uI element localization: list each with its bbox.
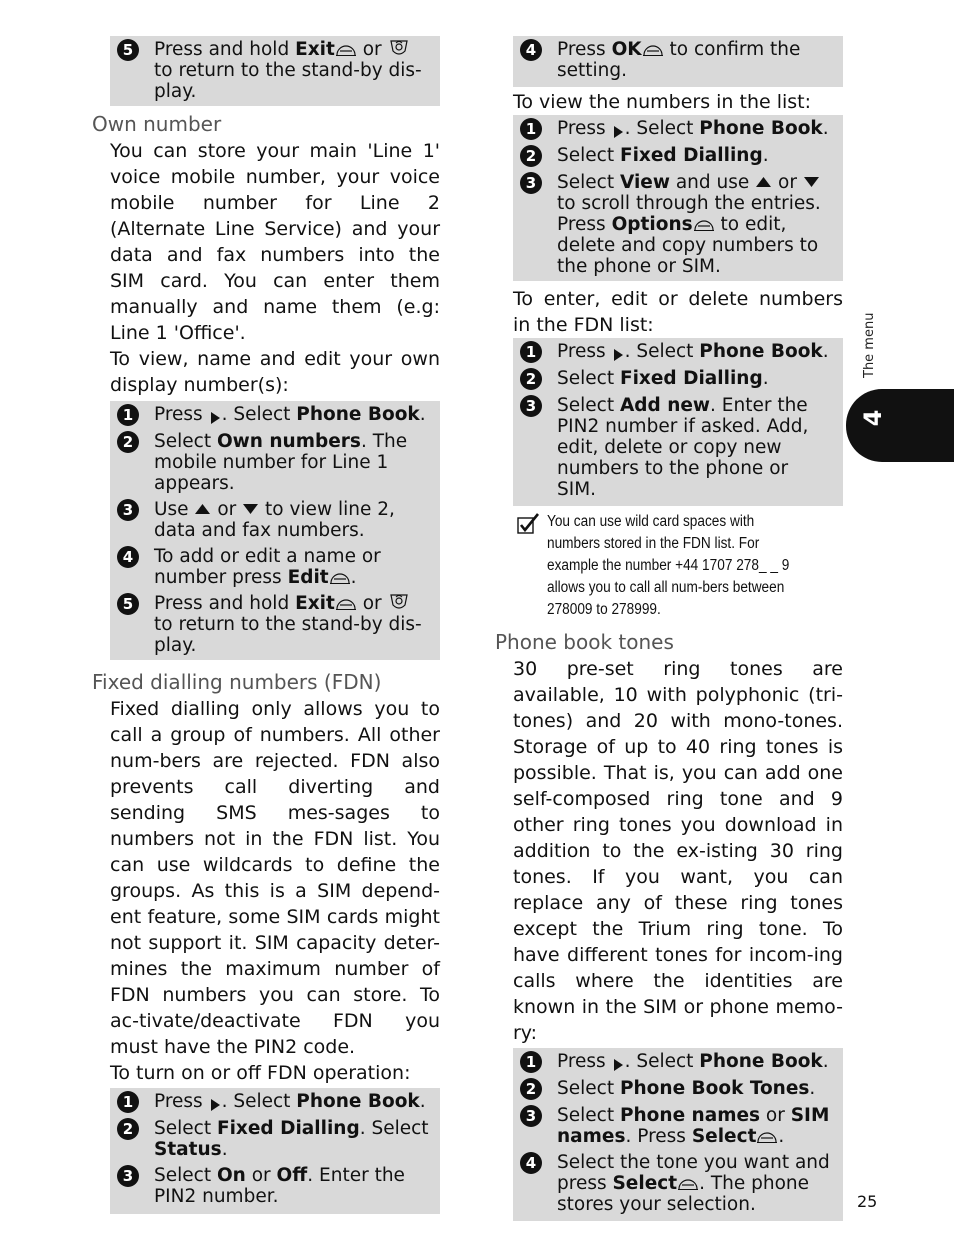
step-text-run: . Select (359, 1118, 429, 1139)
step-text-run: . (419, 1091, 426, 1112)
step-text (154, 546, 430, 588)
instruction-box (513, 338, 843, 506)
step-item (520, 172, 833, 277)
chapter-tab-number: 4 (859, 409, 887, 427)
step-text (557, 1051, 833, 1072)
right-arrow-icon (209, 1091, 222, 1112)
step-text-run: . (822, 1051, 829, 1072)
instruction-box (110, 401, 440, 660)
step-number-icon: 4 (520, 1152, 542, 1174)
note (517, 511, 843, 621)
step-text-run: . (778, 1126, 785, 1147)
right-arrow-icon (612, 341, 625, 362)
step-text-run: Select (557, 172, 620, 193)
step-item (117, 1165, 430, 1207)
right-column (495, 36, 843, 1221)
paragraph-enter-fdn: To enter, edit or delete numbers in the FDN list: (513, 288, 843, 336)
step-number-icon: 5 (117, 39, 139, 61)
step-text (557, 395, 833, 500)
right-arrow-icon (612, 118, 625, 139)
step-keyword: Off (276, 1165, 308, 1186)
step-text-run: . Select (221, 1091, 297, 1112)
step-text-run: . (762, 368, 769, 389)
step-text-run: or (760, 1105, 791, 1126)
step-item (520, 1105, 833, 1147)
step-keyword: OK (611, 39, 642, 60)
step-text-run: . (350, 567, 357, 588)
step-number-icon: 1 (117, 404, 139, 426)
step-text-run: to edit, delete and copy numbers to the phone or SIM. (557, 214, 819, 277)
step-number-icon: 1 (520, 1051, 542, 1073)
step-text-run: Select (557, 368, 620, 389)
step-item (117, 593, 430, 656)
step-text (557, 145, 833, 166)
step-text-run: Press (557, 118, 612, 139)
softkey-icon (329, 567, 351, 588)
paragraph-fdn-toggle: To turn on or off FDN operation: (110, 1062, 411, 1084)
step-number-icon: 3 (117, 499, 139, 521)
step-number-icon: 2 (117, 431, 139, 453)
step-text-run: . Select (624, 341, 700, 362)
instruction-box (110, 36, 440, 106)
softkey-icon (642, 39, 664, 60)
step-keyword: Select (691, 1126, 757, 1147)
step-text-run: . (809, 1078, 816, 1099)
up-arrow-icon (755, 172, 772, 193)
step-text (154, 404, 430, 425)
chapter-label: The menu (862, 312, 877, 378)
step-keyword: Phone Book (699, 341, 823, 362)
step-text (557, 368, 833, 389)
step-text-run: Select the tone you want and press (557, 1152, 830, 1194)
step-text-run: Select (154, 1165, 217, 1186)
step-text-run: Press (154, 404, 209, 425)
step-text-run: . (822, 341, 829, 362)
checkmark-icon (517, 513, 547, 621)
step-text-run: Select (154, 1118, 217, 1139)
step-keyword: Phone names (619, 1105, 761, 1126)
step-text-run: Select (557, 395, 620, 416)
step-text (154, 593, 430, 656)
step-item (117, 431, 430, 494)
instruction-box (513, 1048, 843, 1221)
step-text (154, 39, 430, 102)
section-heading-own-number: Own number (92, 112, 222, 136)
instruction-box (513, 36, 843, 87)
step-keyword: Edit (287, 567, 329, 588)
softkey-icon (677, 1173, 699, 1194)
step-keyword: Options (611, 214, 693, 235)
step-text (154, 431, 430, 494)
step-item (117, 546, 430, 588)
down-arrow-icon (803, 172, 820, 193)
step-text-run: . (822, 118, 829, 139)
softkey-icon (335, 39, 357, 60)
step-text-run: to return to the stand-by dis-play. (154, 614, 422, 656)
paragraph-view-list: To view the numbers in the list: (513, 91, 812, 113)
instruction-box (110, 1088, 440, 1214)
step-item (520, 1152, 833, 1215)
step-item (520, 39, 833, 81)
paragraph-view-own: To view, name and edit your own display number(s): (110, 348, 440, 396)
step-text-run: . Enter the PIN2 number if asked. Add, edit, delete or copy new numbers to the phone or SIM. (557, 395, 809, 500)
step-text-run: . Select (221, 404, 297, 425)
step-text-run: or (245, 1165, 277, 1186)
step-number-icon: 2 (117, 1118, 139, 1140)
step-text (557, 341, 833, 362)
step-item (520, 118, 833, 140)
step-keyword: Exit (295, 39, 335, 60)
step-text-run: Press and hold (154, 39, 296, 60)
section-heading-tones: Phone book tones (495, 630, 674, 654)
step-text-run: Select (557, 1105, 620, 1126)
step-text-run: Press (557, 39, 612, 60)
step-number-icon: 2 (520, 368, 542, 390)
right-arrow-icon (612, 1051, 625, 1072)
step-text-run: . Enter the PIN2 number. (154, 1165, 405, 1207)
step-text-run: or (211, 499, 243, 520)
step-keyword: Status (154, 1139, 222, 1160)
step-number-icon: 5 (117, 593, 139, 615)
note-text: You can use wild card spaces with numbers stored in the FDN list. For example the number +44 1707 278_ _ 9 allows you to call all num-bers between 278009 to 278999. (547, 513, 790, 618)
instruction-box (513, 115, 843, 281)
step-item (520, 341, 833, 363)
step-keyword: Select (612, 1173, 678, 1194)
step-keyword: Phone Book (699, 1051, 823, 1072)
step-item (117, 39, 430, 102)
endcall-icon (388, 39, 410, 60)
step-number-icon: 2 (520, 1078, 542, 1100)
step-text-run: . (762, 145, 769, 166)
step-number-icon: 1 (520, 118, 542, 140)
step-keyword: Fixed Dialling (619, 145, 763, 166)
step-text (154, 499, 430, 541)
step-text-run: to confirm the setting. (557, 39, 801, 81)
step-item (520, 368, 833, 390)
softkey-icon (693, 214, 715, 235)
step-item (520, 1051, 833, 1073)
step-text-run: Select (557, 145, 620, 166)
step-number-icon: 3 (520, 1105, 542, 1127)
left-column (92, 36, 440, 1214)
softkey-icon (756, 1126, 778, 1147)
step-keyword: Phone Book Tones (619, 1078, 810, 1099)
step-number-icon: 3 (520, 172, 542, 194)
step-keyword: View (619, 172, 670, 193)
step-number-icon: 4 (117, 546, 139, 568)
step-text-run: to return to the stand-by dis-play. (154, 60, 422, 102)
paragraph-fdn: Fixed dialling only allows you to call a group of numbers. All other num-bers are rejected. FDN also prevents call diverting and sending SMS mes-sages to numbers not in the FDN list. You can use wildcards to define the groups. As this is a SIM depend-ent feature, some SIM cards might not support it. SIM capacity deter-mines the maximum number of FDN numbers you can store. To ac-tivate/deactivate FDN you must have the PIN2 code. (110, 698, 440, 1058)
step-text-run: . Select (624, 1051, 700, 1072)
right-arrow-icon (209, 404, 222, 425)
step-text (557, 1078, 833, 1099)
step-text (557, 1105, 833, 1147)
step-item (117, 404, 430, 426)
step-text-run: Press (557, 1051, 612, 1072)
step-keyword: On (216, 1165, 246, 1186)
step-text (557, 172, 833, 277)
step-text-run: To add or edit a name or number press (154, 546, 381, 588)
paragraph-own-number: You can store your main 'Line 1' voice mobile number, your voice mobile number for Line 2 (Alternate Line Service) and your data and fax numbers into the SIM card. You can enter them manually and name them (e.g: Line 1 'Office'. (110, 140, 440, 344)
step-text (154, 1091, 430, 1112)
step-text-run: . (419, 404, 426, 425)
step-number-icon: 1 (520, 341, 542, 363)
step-text-run: . Press (625, 1126, 692, 1147)
step-keyword: Phone Book (699, 118, 823, 139)
step-text-run: . The phone stores your selection. (557, 1173, 810, 1215)
down-arrow-icon (242, 499, 259, 520)
step-text-run: and use (669, 172, 756, 193)
step-keyword: Exit (295, 593, 335, 614)
step-number-icon: 4 (520, 39, 542, 61)
step-keyword: SIM names (557, 1105, 830, 1147)
step-item (117, 1091, 430, 1113)
step-text (557, 39, 833, 81)
step-text-run: to scroll through the entries. Press (557, 193, 821, 235)
step-text-run: . Select (624, 118, 700, 139)
page-number: 25 (857, 1192, 878, 1211)
step-number-icon: 3 (520, 395, 542, 417)
step-item (520, 145, 833, 167)
step-text-run: . (221, 1139, 228, 1160)
endcall-icon (388, 593, 410, 614)
section-heading-fdn: Fixed dialling numbers (FDN) (92, 670, 382, 694)
step-keyword: Own numbers (216, 431, 361, 452)
step-keyword: Fixed Dialling (619, 368, 763, 389)
step-text (557, 1152, 833, 1215)
step-item (520, 1078, 833, 1100)
step-text-run: or (356, 39, 388, 60)
step-keyword: Add new (619, 395, 711, 416)
step-item (117, 1118, 430, 1160)
step-text-run: Select (557, 1078, 620, 1099)
step-keyword: Phone Book (296, 404, 420, 425)
step-text-run: Press (557, 341, 612, 362)
paragraph-tones: 30 pre-set ring tones are available, 10 with polyphonic (tri-tones) and 20 with mono-tones. Storage of up to 40 ring tones is possible. That is, you can add one self-composed ring tone and 9 other ring tones you download in addition to the ex-isting 30 ring tones. If you want, you can replace any of these ring tones except the Trium ring tone. To have different tones for incom-ing calls where the identities are known in the SIM or phone memo-ry: (513, 658, 843, 1044)
step-text-run: Press and hold (154, 593, 296, 614)
step-text-run: to view line 2, data and fax numbers. (154, 499, 395, 541)
step-text (154, 1118, 430, 1160)
step-text (154, 1165, 430, 1207)
up-arrow-icon (194, 499, 211, 520)
step-number-icon: 3 (117, 1165, 139, 1187)
softkey-icon (335, 593, 357, 614)
step-text-run: . The mobile number for Line 1 appears. (154, 431, 408, 494)
step-number-icon: 1 (117, 1091, 139, 1113)
step-keyword: Phone Book (296, 1091, 420, 1112)
step-text-run: or (772, 172, 803, 193)
step-number-icon: 2 (520, 145, 542, 167)
step-item (117, 499, 430, 541)
step-text-run: Use (154, 499, 195, 520)
step-item (520, 395, 833, 500)
step-text-run: or (356, 593, 388, 614)
step-text-run: Press (154, 1091, 209, 1112)
step-keyword: Fixed Dialling (216, 1118, 360, 1139)
step-text (557, 118, 833, 139)
step-text-run: Select (154, 431, 217, 452)
